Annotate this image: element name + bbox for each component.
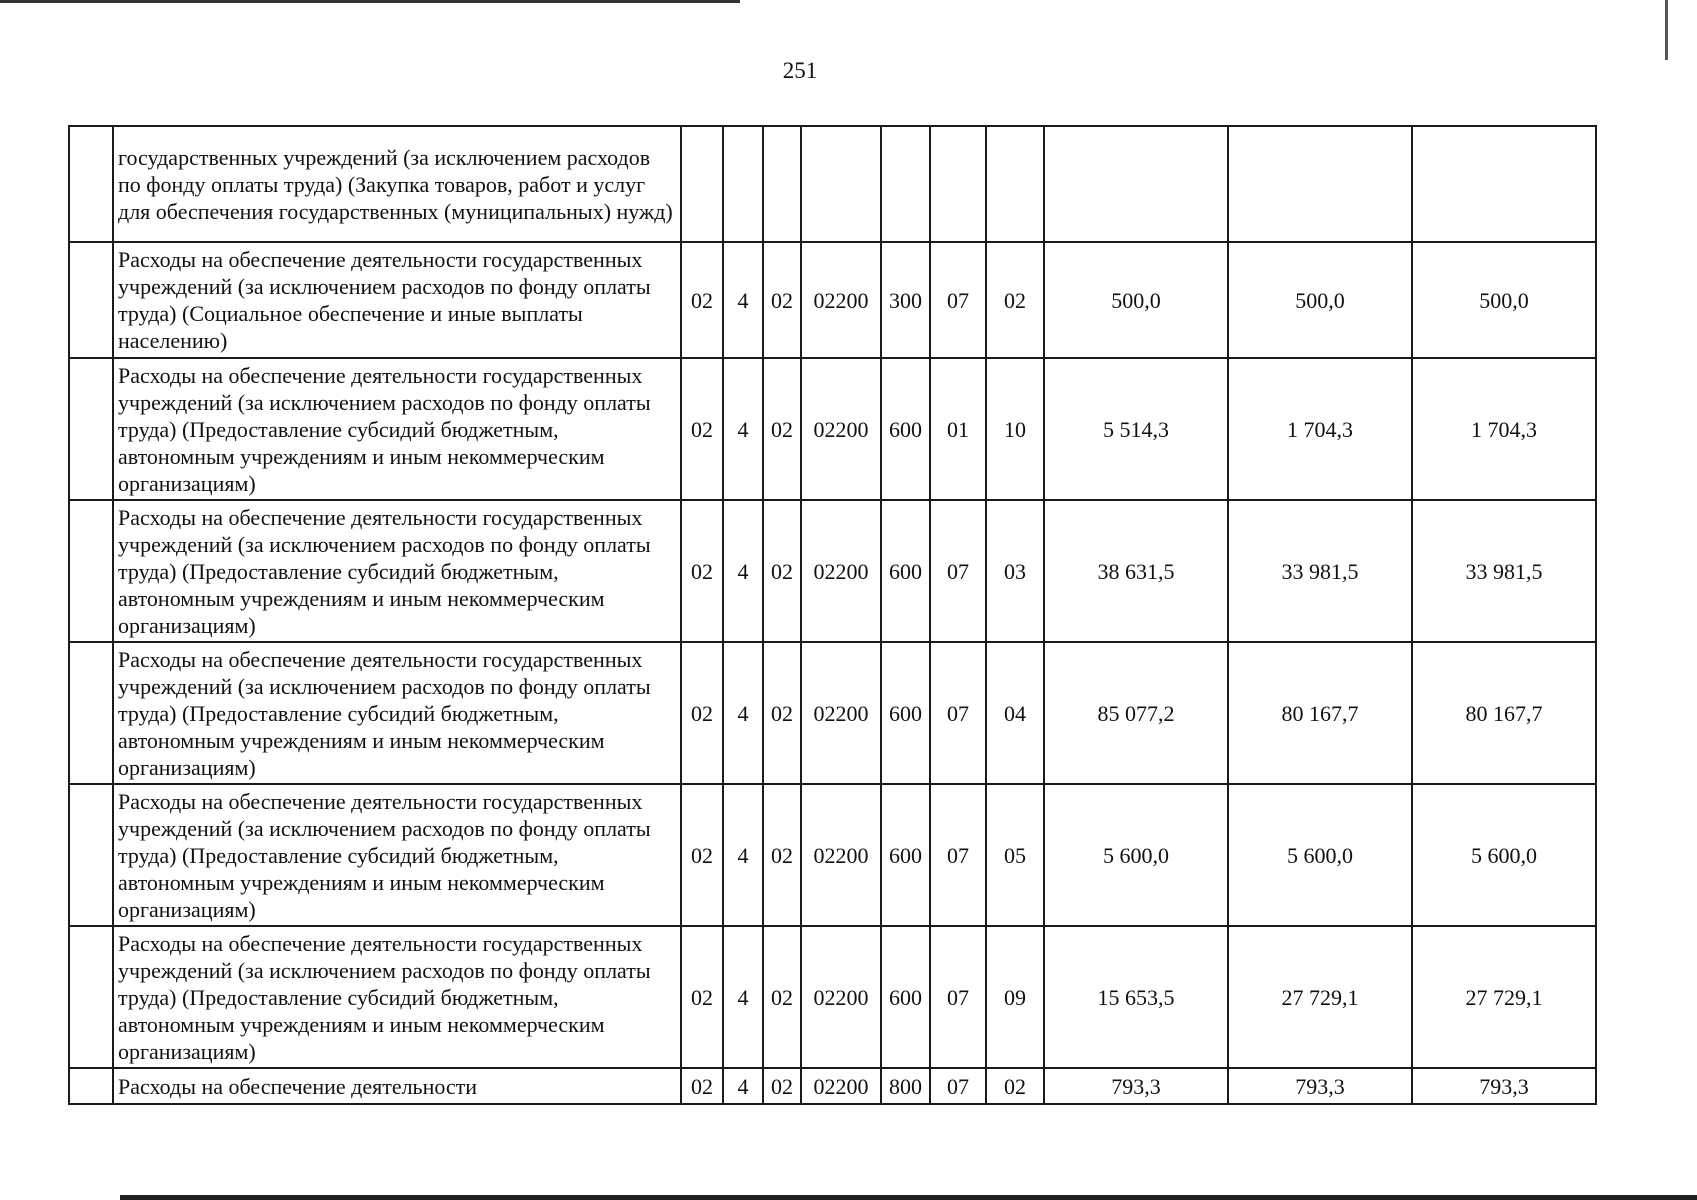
description-cell: Расходы на обеспечение деятельности государственных учреждений (за исключением расходов по фонду оплаты труда) (Предоставление субсидий бюджетным, автономным учреждениям и иным некоммерческим организациям) <box>113 642 681 784</box>
code-subprogram-cell: 4 <box>723 1068 763 1104</box>
code-expense-type-cell: 600 <box>881 358 930 500</box>
budget-table <box>68 125 1597 1105</box>
page-number: 251 <box>782 58 818 83</box>
code-event-cell: 02 <box>763 242 801 358</box>
amount-year-1-cell <box>1044 126 1228 242</box>
code-subsection-cell: 03 <box>986 500 1044 642</box>
code-event-cell: 02 <box>763 784 801 926</box>
scan-artifact-bottom <box>120 1195 1697 1200</box>
table-row <box>69 500 1596 642</box>
amount-year-2-cell: 793,3 <box>1228 1068 1412 1104</box>
amount-year-3-cell: 793,3 <box>1412 1068 1596 1104</box>
code-subprogram-cell <box>723 126 763 242</box>
code-expense-type-cell <box>881 126 930 242</box>
amount-year-2-cell: 80 167,7 <box>1228 642 1412 784</box>
code-subsection-cell: 04 <box>986 642 1044 784</box>
code-expense-type-cell: 600 <box>881 784 930 926</box>
table-row <box>69 358 1596 500</box>
code-section-cell: 01 <box>930 358 986 500</box>
code-subsection-cell: 02 <box>986 242 1044 358</box>
code-direction-cell: 02200 <box>801 358 881 500</box>
code-expense-type-cell: 300 <box>881 242 930 358</box>
amount-year-3-cell: 1 704,3 <box>1412 358 1596 500</box>
code-section-cell: 07 <box>930 642 986 784</box>
amount-year-2-cell: 27 729,1 <box>1228 926 1412 1068</box>
code-subsection-cell <box>986 126 1044 242</box>
code-section-cell: 07 <box>930 242 986 358</box>
code-section-cell: 07 <box>930 1068 986 1104</box>
description-cell: Расходы на обеспечение деятельности государственных учреждений (за исключением расходов по фонду оплаты труда) (Предоставление субсидий бюджетным, автономным учреждениям и иным некоммерческим организациям) <box>113 784 681 926</box>
amount-year-2-cell: 33 981,5 <box>1228 500 1412 642</box>
amount-year-3-cell: 27 729,1 <box>1412 926 1596 1068</box>
code-subprogram-cell: 4 <box>723 242 763 358</box>
amount-year-3-cell <box>1412 126 1596 242</box>
code-event-cell: 02 <box>763 500 801 642</box>
code-direction-cell: 02200 <box>801 500 881 642</box>
table-row <box>69 1068 1596 1104</box>
code-direction-cell: 02200 <box>801 926 881 1068</box>
code-program-cell: 02 <box>681 926 723 1068</box>
code-expense-type-cell: 800 <box>881 1068 930 1104</box>
code-subprogram-cell: 4 <box>723 642 763 784</box>
code-section-cell: 07 <box>930 784 986 926</box>
amount-year-2-cell: 500,0 <box>1228 242 1412 358</box>
description-cell: Расходы на обеспечение деятельности государственных учреждений (за исключением расходов по фонду оплаты труда) (Предоставление субсидий бюджетным, автономным учреждениям и иным некоммерческим организациям) <box>113 358 681 500</box>
description-cell: Расходы на обеспечение деятельности государственных учреждений (за исключением расходов по фонду оплаты труда) (Социальное обеспечение и иные выплаты населению) <box>113 242 681 358</box>
amount-year-2-cell: 1 704,3 <box>1228 358 1412 500</box>
code-direction-cell: 02200 <box>801 784 881 926</box>
code-program-cell: 02 <box>681 358 723 500</box>
code-event-cell: 02 <box>763 642 801 784</box>
code-program-cell: 02 <box>681 242 723 358</box>
row-index-cell <box>69 1068 113 1104</box>
amount-year-3-cell: 80 167,7 <box>1412 642 1596 784</box>
code-direction-cell: 02200 <box>801 642 881 784</box>
description-cell: Расходы на обеспечение деятельности государственных учреждений (за исключением расходов по фонду оплаты труда) (Предоставление субсидий бюджетным, автономным учреждениям и иным некоммерческим организациям) <box>113 926 681 1068</box>
code-expense-type-cell: 600 <box>881 500 930 642</box>
amount-year-2-cell <box>1228 126 1412 242</box>
description-cell: государственных учреждений (за исключением расходов по фонду оплаты труда) (Закупка товаров, работ и услуг для обеспечения государственных (муниципальных) нужд) <box>113 126 681 242</box>
code-event-cell: 02 <box>763 358 801 500</box>
code-direction-cell: 02200 <box>801 1068 881 1104</box>
code-subsection-cell: 05 <box>986 784 1044 926</box>
code-expense-type-cell: 600 <box>881 642 930 784</box>
amount-year-1-cell: 15 653,5 <box>1044 926 1228 1068</box>
table-row <box>69 642 1596 784</box>
row-index-cell <box>69 358 113 500</box>
code-program-cell <box>681 126 723 242</box>
code-direction-cell: 02200 <box>801 242 881 358</box>
code-event-cell <box>763 126 801 242</box>
amount-year-2-cell: 5 600,0 <box>1228 784 1412 926</box>
amount-year-1-cell: 38 631,5 <box>1044 500 1228 642</box>
code-expense-type-cell: 600 <box>881 926 930 1068</box>
description-cell: Расходы на обеспечение деятельности <box>113 1068 681 1104</box>
code-subprogram-cell: 4 <box>723 358 763 500</box>
description-cell: Расходы на обеспечение деятельности государственных учреждений (за исключением расходов по фонду оплаты труда) (Предоставление субсидий бюджетным, автономным учреждениям и иным некоммерческим организациям) <box>113 500 681 642</box>
code-event-cell: 02 <box>763 926 801 1068</box>
code-subsection-cell: 10 <box>986 358 1044 500</box>
table-row <box>69 242 1596 358</box>
amount-year-1-cell: 793,3 <box>1044 1068 1228 1104</box>
amount-year-3-cell: 500,0 <box>1412 242 1596 358</box>
row-index-cell <box>69 242 113 358</box>
row-index-cell <box>69 784 113 926</box>
code-section-cell: 07 <box>930 500 986 642</box>
code-program-cell: 02 <box>681 642 723 784</box>
code-subsection-cell: 02 <box>986 1068 1044 1104</box>
code-subprogram-cell: 4 <box>723 926 763 1068</box>
code-program-cell: 02 <box>681 784 723 926</box>
row-index-cell <box>69 500 113 642</box>
row-index-cell <box>69 926 113 1068</box>
code-section-cell <box>930 126 986 242</box>
amount-year-3-cell: 33 981,5 <box>1412 500 1596 642</box>
amount-year-1-cell: 5 514,3 <box>1044 358 1228 500</box>
scan-artifact-right <box>1665 0 1668 60</box>
table-row <box>69 126 1596 242</box>
code-program-cell: 02 <box>681 1068 723 1104</box>
row-index-cell <box>69 126 113 242</box>
code-subprogram-cell: 4 <box>723 784 763 926</box>
table-row <box>69 926 1596 1068</box>
code-subprogram-cell: 4 <box>723 500 763 642</box>
amount-year-1-cell: 500,0 <box>1044 242 1228 358</box>
table-row <box>69 784 1596 926</box>
code-program-cell: 02 <box>681 500 723 642</box>
code-direction-cell <box>801 126 881 242</box>
code-section-cell: 07 <box>930 926 986 1068</box>
amount-year-1-cell: 85 077,2 <box>1044 642 1228 784</box>
code-event-cell: 02 <box>763 1068 801 1104</box>
amount-year-1-cell: 5 600,0 <box>1044 784 1228 926</box>
code-subsection-cell: 09 <box>986 926 1044 1068</box>
row-index-cell <box>69 642 113 784</box>
amount-year-3-cell: 5 600,0 <box>1412 784 1596 926</box>
scan-artifact-top <box>0 0 740 3</box>
